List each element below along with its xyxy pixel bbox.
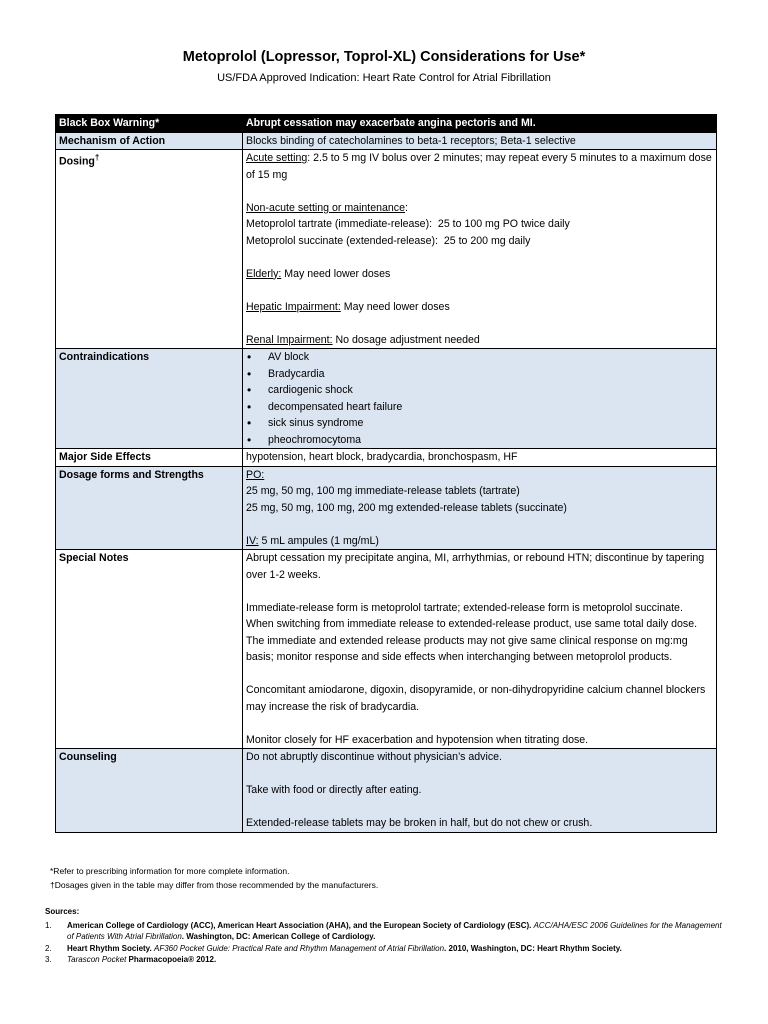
side-effects-text: hypotension, heart block, bradycardia, bronchospasm, HF	[243, 449, 717, 467]
footnote-asterisk: *Refer to prescribing information for more complete information.	[50, 866, 290, 876]
sources-section	[45, 906, 725, 966]
po-line-1: 25 mg, 50 mg, 100 mg immediate-release tablets (tartrate)	[246, 485, 520, 497]
footnote-dagger: †Dosages given in the table may differ from those recommended by the manufacturers.	[50, 880, 379, 890]
contraindications-content	[243, 349, 717, 449]
renal-dosing: Renal Impairment: No dosage adjustment needed	[246, 333, 480, 346]
po-line-2: 25 mg, 50 mg, 100 mg, 200 mg extended-release tablets (succinate)	[246, 501, 567, 514]
special-notes-content	[243, 550, 717, 749]
dosage-forms-label: Dosage forms and Strengths	[56, 466, 243, 550]
counseling-content	[243, 749, 717, 833]
list-item: • AV block	[246, 349, 713, 366]
source-item: 3. Tarascon Pocket Pharmacopoeia® 2012.	[45, 955, 217, 964]
acute-text: : 2.5 to 5 mg IV bolus over 2 minutes; may repeat every 5 minutes to a maximum dose of 15 mg	[246, 152, 712, 181]
acute-heading: Acute setting	[246, 152, 308, 164]
table-row-dosing	[56, 150, 717, 349]
contraindications-list	[246, 349, 713, 448]
counseling-label: Counseling	[56, 749, 243, 833]
list-item: • cardiogenic shock	[246, 382, 713, 399]
nonacute-dosing: Non-acute setting or maintenance:	[246, 201, 408, 214]
special-note-2: Immediate-release form is metoprolol tartrate; extended-release form is metoprolol succinate. When switching from immediate release to extended-release product, use same total daily dose. The immediate and extended release products may not give same clinical response on mg:mg basis; monitor response and side effects when interchanging between metoprolol products.	[246, 601, 698, 663]
page-title: Metoprolol (Lopressor, Toprol-XL) Considerations for Use*	[182, 49, 586, 65]
list-item: • pheochromocytoma	[246, 432, 713, 449]
dosing-label-cell	[56, 150, 243, 349]
elderly-dosing: Elderly: May need lower doses	[246, 267, 391, 280]
counseling-1: Do not abruptly discontinue without physician’s advice.	[246, 751, 502, 763]
iv-form: IV: 5 mL ampules (1 mg/mL)	[246, 534, 379, 547]
contraindications-label: Contraindications	[56, 349, 243, 449]
special-note-3: Concomitant amiodarone, digoxin, disopyramide, or non-dihydropyridine calcium channel blockers may increase the risk of bradycardia.	[246, 684, 706, 713]
list-item: • decompensated heart failure	[246, 399, 713, 416]
table-row-counseling	[56, 749, 717, 833]
table-row-dosage-forms	[56, 466, 717, 550]
list-item: • Bradycardia	[246, 366, 713, 383]
table-row-black-box	[56, 115, 717, 133]
hepatic-dosing: Hepatic Impairment: May need lower doses	[246, 300, 450, 313]
source-item: 1. American College of Cardiology (ACC), American Heart Association (AHA), and the European Society of Cardiology (ESC). ACC/AHA/ESC 2006 Guidelines for the Management of Patients With Atrial Fibrillation. Washington, DC: American College of Cardiology.	[45, 920, 722, 941]
counseling-3: Extended-release tablets may be broken in half, but do not chew or crush.	[246, 817, 593, 829]
side-effects-label: Major Side Effects	[56, 449, 243, 467]
source-item: 2. Heart Rhythm Society. AF360 Pocket Guide: Practical Rate and Rhythm Management of Atrial Fibrillation. 2010, Washington, DC: Heart Rhythm Society.	[45, 943, 622, 953]
succinate-dose: Metoprolol succinate (extended-release): 25 to 200 mg daily	[246, 234, 531, 247]
po-heading: PO:	[246, 468, 265, 481]
dosing-content	[243, 150, 717, 349]
table-row-side-effects	[56, 449, 717, 467]
table-row-special-notes	[56, 550, 717, 749]
list-item: • sick sinus syndrome	[246, 415, 713, 432]
dagger-mark: †	[94, 153, 100, 162]
considerations-table	[55, 114, 717, 833]
sources-heading: Sources:	[45, 907, 80, 916]
dosing-label: Dosing	[59, 155, 95, 168]
acute-dosing	[246, 150, 713, 183]
page-subtitle: US/FDA Approved Indication: Heart Rate Control for Atrial Fibrillation	[217, 72, 551, 84]
black-box-text: Abrupt cessation may exacerbate angina pectoris and MI.	[243, 115, 717, 133]
counseling-2: Take with food or directly after eating.	[246, 784, 422, 796]
special-note-4: Monitor closely for HF exacerbation and hypotension when titrating dose.	[246, 733, 589, 746]
mechanism-label: Mechanism of Action	[56, 132, 243, 150]
tartrate-dose: Metoprolol tartrate (immediate-release): 25 to 100 mg PO twice daily	[246, 218, 570, 230]
special-note-1: Abrupt cessation my precipitate angina, MI, arrhythmias, or rebound HTN; discontinue by tapering over 1-2 weeks.	[246, 552, 705, 581]
special-notes-label: Special Notes	[56, 550, 243, 749]
black-box-label: Black Box Warning*	[56, 115, 243, 133]
dosage-forms-content	[243, 466, 717, 550]
nonacute-heading: Non-acute setting or maintenance	[246, 201, 405, 214]
mechanism-text: Blocks binding of catecholamines to beta-1 receptors; Beta-1 selective	[243, 132, 717, 150]
table-row-mechanism	[56, 132, 717, 150]
table-row-contraindications	[56, 349, 717, 449]
